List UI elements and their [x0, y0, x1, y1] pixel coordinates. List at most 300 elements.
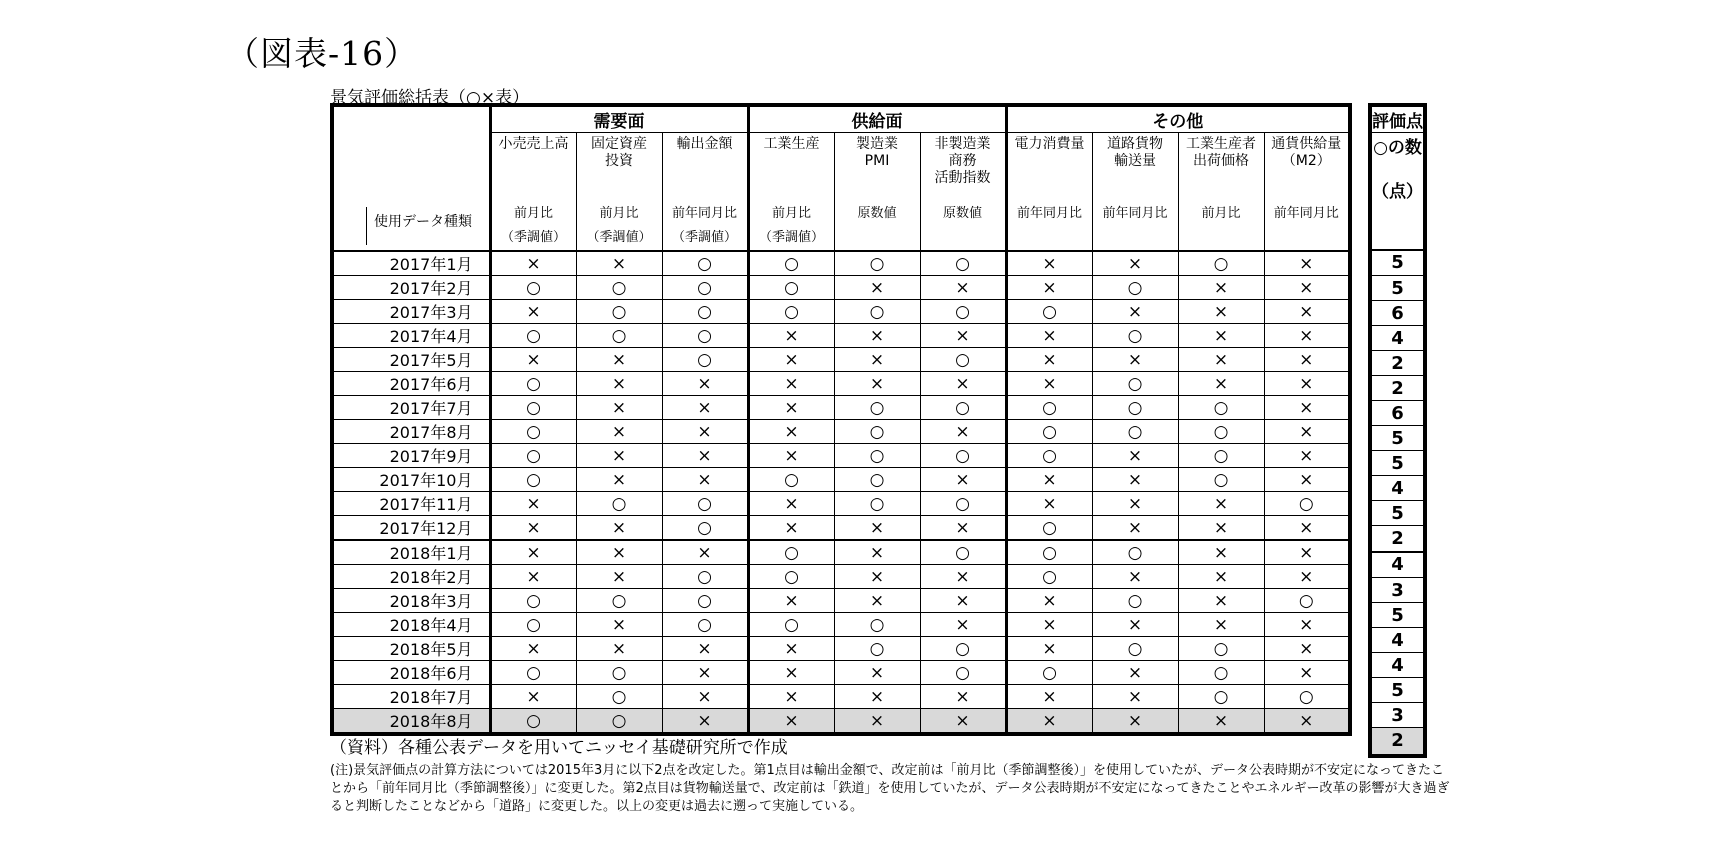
- mark-cell: ×: [1178, 565, 1264, 589]
- group-header: その他: [1006, 105, 1350, 133]
- data-type-line: 前月比: [599, 206, 639, 221]
- mark-cell: ×: [1006, 324, 1092, 348]
- mark-cell: ○: [576, 300, 662, 324]
- data-type-cell: [834, 202, 920, 251]
- mark-cell: ○: [490, 661, 576, 685]
- mark-cell: ×: [920, 685, 1006, 709]
- indicator-name-line: 電力消費量: [1014, 136, 1085, 152]
- indicator-name-line: 輸出金額: [676, 136, 733, 152]
- mark-cell: ○: [662, 516, 748, 541]
- table-row: [332, 613, 1350, 637]
- data-type-line: 原数値: [942, 206, 982, 221]
- mark-cell: ×: [1006, 492, 1092, 516]
- table-row: [332, 565, 1350, 589]
- mark-cell: ×: [920, 372, 1006, 396]
- month-cell: 2017年11月: [332, 492, 490, 516]
- mark-cell: ×: [576, 444, 662, 468]
- mark-cell: ○: [920, 300, 1006, 324]
- table-row: [332, 661, 1350, 685]
- mark-cell: ○: [920, 540, 1006, 565]
- indicator-name-line: 輸送量: [1114, 153, 1156, 169]
- indicator-name-line: 製造業: [856, 136, 898, 152]
- mark-cell: ×: [662, 709, 748, 735]
- mark-cell: ×: [834, 540, 920, 565]
- mark-cell: ○: [662, 300, 748, 324]
- score-row: [1370, 678, 1425, 703]
- mark-cell: ×: [920, 589, 1006, 613]
- mark-cell: ×: [1006, 613, 1092, 637]
- mark-cell: ○: [576, 589, 662, 613]
- mark-cell: ×: [1264, 396, 1350, 420]
- mark-cell: ×: [748, 709, 834, 735]
- indicator-name-line: PMI: [864, 153, 890, 169]
- score-cell: 5: [1370, 276, 1425, 301]
- mark-cell: ×: [662, 444, 748, 468]
- table-row: [332, 276, 1350, 300]
- score-row: [1370, 401, 1425, 426]
- table-row: [332, 444, 1350, 468]
- indicator-header: [490, 133, 576, 203]
- month-cell: 2017年4月: [332, 324, 490, 348]
- mark-cell: ×: [490, 300, 576, 324]
- mark-cell: ×: [576, 565, 662, 589]
- data-type-line: 前月比: [513, 206, 553, 221]
- mark-cell: ×: [1264, 661, 1350, 685]
- data-type-cell: [920, 202, 1006, 251]
- mark-cell: ○: [1178, 251, 1264, 276]
- mark-cell: ×: [1264, 300, 1350, 324]
- mark-cell: ×: [490, 492, 576, 516]
- indicator-name-line: 通貨供給量: [1271, 136, 1342, 152]
- mark-cell: ○: [834, 251, 920, 276]
- mark-cell: ×: [662, 540, 748, 565]
- mark-cell: ×: [1092, 661, 1178, 685]
- score-row: [1370, 301, 1425, 326]
- month-cell: 2018年5月: [332, 637, 490, 661]
- mark-cell: ×: [920, 565, 1006, 589]
- indicator-name-line: 出荷価格: [1193, 153, 1249, 169]
- mark-cell: ×: [1092, 613, 1178, 637]
- score-row: [1370, 476, 1425, 501]
- mark-cell: ×: [920, 516, 1006, 541]
- mark-cell: ×: [662, 661, 748, 685]
- score-row: [1370, 376, 1425, 401]
- score-row: [1370, 276, 1425, 301]
- mark-cell: ○: [1092, 324, 1178, 348]
- data-type-line: （季調値）: [500, 230, 566, 245]
- mark-cell: ○: [1178, 396, 1264, 420]
- mark-cell: ×: [920, 613, 1006, 637]
- mark-cell: ×: [748, 324, 834, 348]
- data-type-cell: [662, 202, 748, 251]
- mark-cell: ○: [1092, 540, 1178, 565]
- mark-cell: ○: [1264, 589, 1350, 613]
- mark-cell: ○: [1006, 516, 1092, 541]
- mark-cell: ○: [576, 492, 662, 516]
- mark-cell: ×: [1178, 540, 1264, 565]
- data-type-cell: [576, 202, 662, 251]
- table-row: [332, 516, 1350, 541]
- month-cell: 2018年6月: [332, 661, 490, 685]
- mark-cell: ○: [834, 637, 920, 661]
- table-title: 景気評価総括表（○×表）: [330, 88, 530, 108]
- month-cell: 2017年9月: [332, 444, 490, 468]
- mark-cell: ×: [1006, 348, 1092, 372]
- mark-cell: ○: [1006, 540, 1092, 565]
- mark-cell: ○: [834, 492, 920, 516]
- mark-cell: ○: [490, 709, 576, 735]
- mark-cell: ×: [1178, 372, 1264, 396]
- mark-cell: ×: [1006, 589, 1092, 613]
- data-type-line: 前年同月比: [671, 206, 737, 221]
- month-cell: 2017年12月: [332, 516, 490, 541]
- score-unit-label: （点）: [1372, 182, 1423, 202]
- indicator-name-line: 小売売上高: [498, 136, 569, 152]
- mark-cell: ×: [1264, 251, 1350, 276]
- mark-cell: ×: [1178, 324, 1264, 348]
- mark-cell: ○: [662, 613, 748, 637]
- score-row: [1370, 728, 1425, 756]
- indicator-header: [1264, 133, 1350, 203]
- table-row: [332, 300, 1350, 324]
- mark-cell: ○: [834, 468, 920, 492]
- month-cell: 2018年7月: [332, 685, 490, 709]
- mark-cell: ○: [748, 276, 834, 300]
- mark-cell: ×: [662, 420, 748, 444]
- indicator-name-line: 活動指数: [934, 170, 991, 186]
- indicator-header: [920, 133, 1006, 203]
- mark-cell: ○: [748, 565, 834, 589]
- data-type-cell: [1178, 202, 1264, 251]
- mark-cell: ○: [834, 396, 920, 420]
- month-cell: 2018年2月: [332, 565, 490, 589]
- mark-cell: ×: [1264, 276, 1350, 300]
- mark-cell: ×: [1092, 709, 1178, 735]
- mark-cell: ×: [1006, 276, 1092, 300]
- mark-cell: ○: [662, 348, 748, 372]
- indicator-name-line: 投資: [605, 153, 633, 169]
- mark-cell: ×: [576, 516, 662, 541]
- mark-cell: ×: [748, 685, 834, 709]
- mark-cell: ×: [920, 420, 1006, 444]
- indicator-header: [662, 133, 748, 203]
- data-type-line: 原数値: [857, 206, 897, 221]
- mark-cell: ○: [920, 348, 1006, 372]
- mark-cell: ×: [834, 516, 920, 541]
- mark-cell: ×: [1264, 372, 1350, 396]
- month-cell: 2017年6月: [332, 372, 490, 396]
- mark-cell: ×: [920, 324, 1006, 348]
- score-cell: 4: [1370, 628, 1425, 653]
- score-cell: 6: [1370, 301, 1425, 326]
- score-row: [1370, 351, 1425, 376]
- mark-cell: ○: [662, 589, 748, 613]
- score-cell: 5: [1370, 501, 1425, 526]
- mark-cell: ×: [662, 685, 748, 709]
- mark-cell: ×: [920, 468, 1006, 492]
- mark-cell: ○: [490, 468, 576, 492]
- score-cell: 5: [1370, 603, 1425, 628]
- mark-cell: ○: [1006, 661, 1092, 685]
- mark-cell: ×: [576, 613, 662, 637]
- mark-cell: ○: [834, 300, 920, 324]
- month-cell: 2017年3月: [332, 300, 490, 324]
- mark-cell: ○: [1092, 276, 1178, 300]
- mark-cell: ×: [1092, 516, 1178, 541]
- mark-cell: ×: [1178, 516, 1264, 541]
- mark-cell: ×: [834, 661, 920, 685]
- score-cell: 3: [1370, 703, 1425, 728]
- mark-cell: ○: [576, 709, 662, 735]
- table-row: [332, 324, 1350, 348]
- score-subheader: [1370, 133, 1425, 250]
- mark-cell: ○: [748, 613, 834, 637]
- mark-cell: ×: [748, 396, 834, 420]
- score-cell: 4: [1370, 326, 1425, 351]
- mark-cell: ×: [1178, 276, 1264, 300]
- mark-cell: ○: [1178, 685, 1264, 709]
- table-row: [332, 468, 1350, 492]
- month-cell: 2017年5月: [332, 348, 490, 372]
- indicator-name-line: 工業生産: [763, 136, 820, 152]
- month-cell: 2018年1月: [332, 540, 490, 565]
- mark-cell: ○: [576, 661, 662, 685]
- mark-cell: ×: [1092, 251, 1178, 276]
- mark-cell: ○: [662, 324, 748, 348]
- mark-cell: ○: [748, 540, 834, 565]
- month-cell: 2018年3月: [332, 589, 490, 613]
- month-cell: 2017年10月: [332, 468, 490, 492]
- score-cell: 4: [1370, 552, 1425, 578]
- mark-cell: ×: [1264, 709, 1350, 735]
- mark-cell: ×: [834, 565, 920, 589]
- month-cell: 2017年2月: [332, 276, 490, 300]
- data-type-line: 前年同月比: [1102, 206, 1168, 221]
- score-row: [1370, 426, 1425, 451]
- mark-cell: ×: [920, 276, 1006, 300]
- mark-cell: ×: [1178, 613, 1264, 637]
- mark-cell: ○: [1006, 420, 1092, 444]
- mark-cell: ×: [662, 637, 748, 661]
- data-type-cell: [1264, 202, 1350, 251]
- mark-cell: ×: [1092, 348, 1178, 372]
- mark-cell: ○: [748, 468, 834, 492]
- mark-cell: ○: [1006, 396, 1092, 420]
- score-table: [1368, 103, 1427, 758]
- table-row: [332, 420, 1350, 444]
- mark-cell: ×: [576, 540, 662, 565]
- mark-cell: ×: [1264, 420, 1350, 444]
- mark-cell: ×: [662, 468, 748, 492]
- month-cell: 2018年4月: [332, 613, 490, 637]
- evaluation-table: [330, 103, 1352, 736]
- mark-cell: ○: [1264, 685, 1350, 709]
- mark-cell: ×: [1178, 709, 1264, 735]
- data-type-line: （季調値）: [586, 230, 652, 245]
- mark-cell: ○: [576, 685, 662, 709]
- mark-cell: ×: [576, 372, 662, 396]
- mark-cell: ○: [490, 324, 576, 348]
- mark-cell: ×: [576, 348, 662, 372]
- mark-cell: ○: [576, 276, 662, 300]
- score-header-row: [1370, 105, 1425, 133]
- mark-cell: ○: [1178, 468, 1264, 492]
- mark-cell: ×: [1264, 348, 1350, 372]
- score-cell: 5: [1370, 250, 1425, 276]
- score-cell: 5: [1370, 426, 1425, 451]
- score-row: [1370, 501, 1425, 526]
- mark-cell: ○: [1092, 637, 1178, 661]
- mark-cell: ×: [834, 276, 920, 300]
- table-row: [332, 396, 1350, 420]
- data-type-line: 前年同月比: [1016, 206, 1082, 221]
- score-row: [1370, 628, 1425, 653]
- mark-cell: ×: [1092, 492, 1178, 516]
- mark-cell: ×: [1264, 324, 1350, 348]
- mark-cell: ○: [920, 492, 1006, 516]
- mark-cell: ○: [1092, 372, 1178, 396]
- mark-cell: ×: [576, 468, 662, 492]
- mark-cell: ○: [920, 661, 1006, 685]
- mark-cell: ×: [490, 348, 576, 372]
- mark-cell: ○: [1006, 444, 1092, 468]
- mark-cell: ×: [1264, 444, 1350, 468]
- table-row: [332, 540, 1350, 565]
- mark-cell: ×: [490, 251, 576, 276]
- data-type-line: （季調値）: [758, 230, 824, 245]
- source-note: （資料）各種公表データを用いてニッセイ基礎研究所で作成: [330, 738, 788, 758]
- mark-cell: ×: [748, 516, 834, 541]
- mark-cell: ○: [920, 637, 1006, 661]
- mark-cell: ×: [1264, 468, 1350, 492]
- mark-cell: ×: [834, 589, 920, 613]
- score-row: [1370, 703, 1425, 728]
- mark-cell: ○: [1178, 444, 1264, 468]
- indicator-header: [1178, 133, 1264, 203]
- mark-cell: ×: [1178, 492, 1264, 516]
- mark-cell: ○: [490, 276, 576, 300]
- mark-cell: ×: [1006, 372, 1092, 396]
- score-cell: 2: [1370, 376, 1425, 401]
- mark-cell: ×: [748, 372, 834, 396]
- mark-cell: ×: [1178, 589, 1264, 613]
- mark-cell: ○: [1006, 300, 1092, 324]
- indicator-header: [748, 133, 834, 203]
- mark-cell: ×: [748, 348, 834, 372]
- mark-cell: ○: [576, 324, 662, 348]
- score-row: [1370, 250, 1425, 276]
- score-cell: 6: [1370, 401, 1425, 426]
- mark-cell: ○: [1264, 492, 1350, 516]
- score-row: [1370, 326, 1425, 351]
- mark-cell: ○: [662, 276, 748, 300]
- mark-cell: ×: [490, 685, 576, 709]
- data-type-line: （季調値）: [671, 230, 737, 245]
- indicator-header: [576, 133, 662, 203]
- mark-cell: ×: [576, 251, 662, 276]
- mark-cell: ×: [490, 540, 576, 565]
- mark-cell: ×: [834, 685, 920, 709]
- corner-divider: [366, 207, 367, 245]
- table-row: [332, 589, 1350, 613]
- score-count-label: ○の数: [1373, 138, 1422, 158]
- score-row: [1370, 552, 1425, 578]
- mark-cell: ○: [1178, 420, 1264, 444]
- mark-cell: ×: [748, 444, 834, 468]
- mark-cell: ×: [834, 324, 920, 348]
- indicator-header: [834, 133, 920, 203]
- score-row: [1370, 578, 1425, 603]
- mark-cell: ○: [1178, 661, 1264, 685]
- mark-cell: ○: [748, 251, 834, 276]
- mark-cell: ○: [920, 396, 1006, 420]
- mark-cell: ×: [1006, 468, 1092, 492]
- group-header: 供給面: [748, 105, 1006, 133]
- mark-cell: ×: [1178, 300, 1264, 324]
- mark-cell: ×: [920, 709, 1006, 735]
- mark-cell: ×: [1264, 565, 1350, 589]
- indicator-name-line: 固定資産: [591, 136, 647, 152]
- mark-cell: ×: [1092, 565, 1178, 589]
- mark-cell: ×: [1264, 613, 1350, 637]
- mark-cell: ○: [490, 613, 576, 637]
- month-cell: 2017年1月: [332, 251, 490, 276]
- mark-cell: ×: [748, 661, 834, 685]
- mark-cell: ○: [834, 420, 920, 444]
- mark-cell: ×: [1178, 348, 1264, 372]
- mark-cell: ○: [1092, 420, 1178, 444]
- indicator-name-line: 商務: [948, 153, 977, 169]
- score-cell: 3: [1370, 578, 1425, 603]
- mark-cell: ○: [1178, 637, 1264, 661]
- mark-cell: ×: [748, 589, 834, 613]
- mark-cell: ○: [490, 372, 576, 396]
- mark-cell: ×: [1092, 300, 1178, 324]
- score-cell: 4: [1370, 476, 1425, 501]
- footnote: (注)景気評価点の計算方法については2015年3月に以下2点を改定した。第1点目は輸出金額で、改定前は「前月比（季節調整後）」を使用していたが、データ公表時期が不安定になってきたことから「前年同月比（季節調整後）」に変更した。第2点目は貨物輸送量で、改定前は「鉄道」を使用していたが、データ公表時期が不安定になってきたことやエネルギー改革の影響が大き過ぎると判断したことなどから「道路」に変更した。以上の変更は過去に遡って実施している。: [330, 763, 1450, 814]
- mark-cell: ○: [920, 444, 1006, 468]
- score-cell: 5: [1370, 451, 1425, 476]
- mark-cell: ○: [834, 613, 920, 637]
- mark-cell: ×: [576, 420, 662, 444]
- data-type-cell: [748, 202, 834, 251]
- mark-cell: ○: [662, 565, 748, 589]
- table-row: [332, 709, 1350, 735]
- mark-cell: ○: [490, 444, 576, 468]
- mark-cell: ×: [576, 396, 662, 420]
- mark-cell: ×: [662, 372, 748, 396]
- data-type-cell: [1092, 202, 1178, 251]
- mark-cell: ×: [1006, 637, 1092, 661]
- mark-cell: ○: [1092, 396, 1178, 420]
- mark-cell: ×: [748, 492, 834, 516]
- month-cell: 2017年8月: [332, 420, 490, 444]
- indicator-name-line: 非製造業: [934, 136, 991, 152]
- mark-cell: ○: [1092, 589, 1178, 613]
- mark-cell: ○: [920, 251, 1006, 276]
- mark-cell: ×: [490, 565, 576, 589]
- table-row: [332, 637, 1350, 661]
- indicator-name-line: （M2）: [1281, 153, 1331, 169]
- mark-cell: ×: [834, 709, 920, 735]
- mark-cell: ○: [490, 589, 576, 613]
- group-header: 需要面: [490, 105, 748, 133]
- mark-cell: ×: [576, 637, 662, 661]
- indicator-name-line: 工業生産者: [1186, 136, 1256, 152]
- score-row: [1370, 451, 1425, 476]
- mark-cell: ×: [1006, 685, 1092, 709]
- score-row: [1370, 603, 1425, 628]
